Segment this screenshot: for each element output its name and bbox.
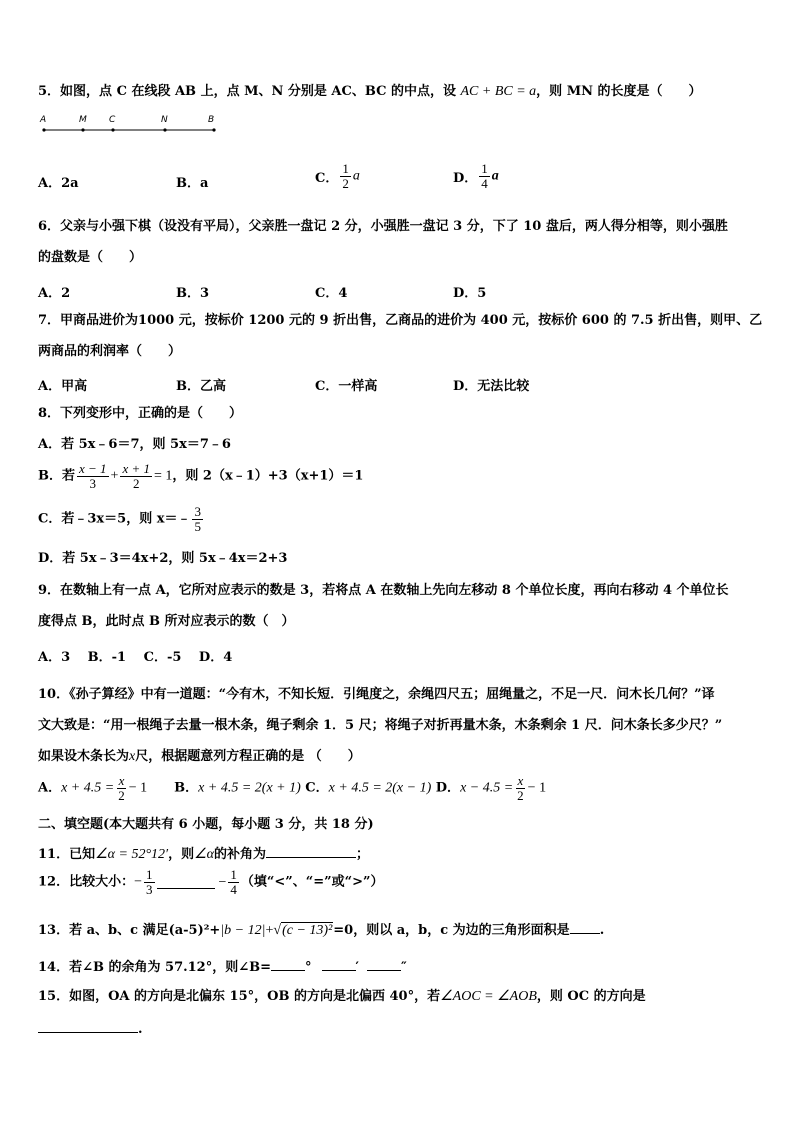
segment-line [38, 115, 228, 139]
q5-expression: AC + BC = a [460, 84, 537, 99]
q5-option-b: B．a [176, 176, 209, 191]
question-13: 13．若 a、b、c 满足(a-5)²+|b − 12|+√(c − 13)²=0，则以 a，b，c 为边的三角形面积是 . [38, 923, 605, 938]
q8-option-c: C．若﹣3x＝5，则 x＝﹣ $\frac{3}{5}$ [38, 504, 201, 534]
question-9-line-1: 9．在数轴上有一点 A，它所对应表示的数是 3，若将点 A 在数轴上先向左移动 8 个单位长度，再向右移动 4 个单位长 [38, 583, 729, 598]
question-8-stem: 8．下列变形中，正确的是（ ） [38, 406, 243, 421]
label-n: N [161, 115, 168, 125]
q10-option-d: D．x − 4.5 = $\frac{x}{2}$ − 1 [435, 773, 547, 803]
label-m: M [79, 115, 87, 125]
q10-option-c: C．x + 4.5 = 2(x − 1) [305, 780, 432, 796]
section-2-heading: 二、填空题(本大题共有 6 小题，每小题 3 分，共 18 分) [38, 817, 374, 832]
line-segment-figure [38, 115, 228, 139]
q6-option-a: A．2 [38, 286, 71, 301]
q5-text-b: ，则 MN 的长度是（ ） [536, 84, 702, 99]
q14-degree-blank[interactable] [271, 958, 305, 971]
q14-second-blank[interactable] [367, 958, 401, 971]
question-11: 11．已知∠α = 52°12′，则∠α的补角为 ； [38, 847, 370, 862]
q10-option-a: A．x + 4.5 = $\frac{x}{2}$ − 1 [38, 773, 148, 803]
question-10-options [38, 774, 546, 803]
q5-option-d: D． $\frac{1}{4}$ a [453, 161, 499, 191]
q7-option-c: C．一样高 [315, 379, 378, 394]
q13-answer-blank[interactable] [570, 921, 600, 934]
question-10-line-2: 文大致是：“用一根绳子去量一根木条，绳子剩余 1．5 尺；将绳子对折再量木条，木条剩余 1 尺．问木条长多少尺？” [38, 718, 723, 733]
q7-option-b: B．乙高 [176, 379, 226, 394]
q7-option-d: D．无法比较 [453, 379, 530, 394]
question-6-line-2: 的盘数是（ ） [38, 250, 143, 265]
question-6-line-1: 6．父亲与小强下棋（设没有平局），父亲胜一盘记 2 分，小强胜一盘记 3 分，下了 10 盘后，两人得分相等，则小强胜 [38, 219, 728, 234]
q7-option-a: A．甲高 [38, 379, 88, 394]
question-15-line-2: . [38, 1020, 143, 1038]
question-7-line-1: 7．甲商品进价为1000 元，按标价 1200 元的 9 折出售，乙商品的进价为 400 元，按标价 600 的 7.5 折出售，则甲、乙 [38, 313, 763, 328]
q5-option-a: A．2a [38, 176, 79, 191]
q6-option-b: B．3 [176, 286, 210, 301]
q11-answer-blank[interactable] [266, 845, 356, 858]
q8-option-b: B．若 $\frac{x - 1}{3}$ + $\frac{x + 1}{2}$ = 1，则 2（x﹣1）+3（x+1）＝1 [38, 461, 364, 491]
question-14: 14．若∠B 的余角为 57.12°，则∠B= ° ′ ″ [38, 960, 407, 975]
label-b: B [208, 115, 215, 125]
label-c: C [109, 115, 116, 125]
q8-option-a: A．若 5x﹣6＝7，则 5x＝7﹣6 [38, 437, 231, 452]
question-7-line-2: 两商品的利润率（ ） [38, 344, 182, 359]
question-12: 12．比较大小：− $\frac{1}{3}$ − $\frac{1}{4}$ （填“<”、“=”或“>”） [38, 867, 384, 897]
q10-option-b: B．x + 4.5 = 2(x + 1) [174, 780, 301, 796]
q15-answer-blank[interactable] [38, 1020, 138, 1033]
question-15-line-1: 15．如图，OA 的方向是北偏东 15°，OB 的方向是北偏西 40°，若∠AOC = ∠AOB，则 OC 的方向是 [38, 989, 646, 1004]
q8-option-d: D．若 5x﹣3＝4x+2，则 5x﹣4x＝2+3 [38, 551, 288, 566]
question-9-line-2: 度得点 B，此时点 B 所对应表示的数（ ） [38, 614, 295, 629]
question-5-stem [38, 84, 702, 100]
question-10-line-3: 如果设木条长为x尺，根据题意列方程正确的是 （ ） [38, 749, 361, 764]
question-10-line-1: 10．《孙子算经》中有一道题：“今有木，不知长短．引绳度之，余绳四尺五；屈绳量之，不足一尺．问木长几何？”译 [38, 687, 715, 702]
q6-option-c: C．4 [315, 286, 348, 301]
q14-minute-blank[interactable] [322, 958, 356, 971]
q5-option-c: C． $\frac{1}{2}$ a [315, 161, 360, 191]
label-a: A [40, 115, 47, 125]
q6-option-d: D．5 [453, 286, 487, 301]
q12-answer-blank[interactable] [157, 876, 215, 889]
q5-text-a: 5．如图，点 C 在线段 AB 上，点 M、N 分别是 AC、BC 的中点，设 [38, 84, 461, 99]
question-9-options: A．3 B．-1 C．-5 D．4 [38, 650, 233, 665]
